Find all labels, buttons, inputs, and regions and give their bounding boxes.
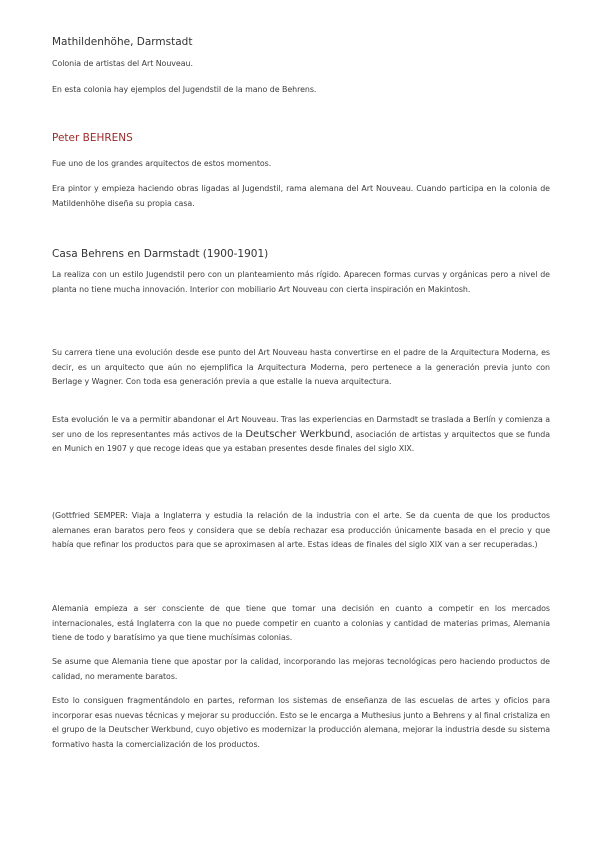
werkbund-highlight: Deutscher Werkbund: [245, 428, 351, 440]
paragraph-grandes-arquitectos: Fue uno de los grandes arquitectos de estos momentos.: [52, 159, 272, 168]
paragraph-deutscher-werkbund: [52, 413, 550, 457]
heading-casa-behrens: Casa Behrens en Darmstadt (1900-1901): [52, 248, 269, 260]
paragraph-estilo-jugendstil: La realiza con un estilo Jugendstil pero con un planteamiento más rígido. Aparecen formas curvas y orgánicas pero a nivel de planta no tiene mucha innovación. Interior con mobiliario Art Nouveau con cierta inspiración en Makintosh.: [52, 270, 550, 294]
paragraph-pintor: Era pintor y empieza haciendo obras ligadas al Jugendstil, rama alemana del Art Nouveau. Cuando participa en la colonia de Matildenhöhe diseña su propia casa.: [52, 184, 550, 208]
heading-peter-behrens: Peter BEHRENS: [52, 132, 133, 144]
paragraph-alemania-mercados: Alemania empieza a ser consciente de que tiene que tomar una decisión en cuanto a competir en los mercados internacionales, está Inglaterra con la que no puede competir en cuanto a colonias y cantidad de materias primas, Alemania tiene de todo y baratísimo ya que tiene muchísimas colonias.: [52, 604, 550, 643]
paragraph-ejemplos-jugendstil: En esta colonia hay ejemplos del Jugendstil de la mano de Behrens.: [52, 85, 317, 94]
werkbund-text-after: , asociación de artistas y arquitectos que se funda en Munich en 1907 y que recoge ideas que ya estaban presentes desde finales del siglo XIX.: [52, 429, 550, 454]
paragraph-gottfried-semper: (Gottfried SEMPER: Viaja a Inglaterra y estudia la relación de la industria con el arte. Se da cuenta de que los productos alemanes eran baratos pero feos y considera que se debía rechazar esa producción únicamente basada en el precio y que había que refinar los productos para que se aproximasen al arte. Estas ideas de finales del siglo XIX van a ser recuperadas.): [52, 511, 550, 550]
paragraph-colonia: Colonia de artistas del Art Nouveau.: [52, 59, 193, 68]
paragraph-calidad: Se asume que Alemania tiene que apostar por la calidad, incorporando las mejoras tecnológicas pero haciendo productos de calidad, no meramente baratos.: [52, 657, 550, 681]
heading-mathildenhohe: Mathildenhöhe, Darmstadt: [52, 36, 193, 48]
paragraph-fragmentandolo: Esto lo consiguen fragmentándolo en partes, reforman los sistemas de enseñanza de las escuelas de artes y oficios para incorporar esas nuevas técnicas y mejorar su producción. Esto se le encarga a Muthesius junto a Behrens y al final cristaliza en el grupo de la Deutscher Werkbund, cuyo objetivo es modernizar la producción alemana, mejorar la industria desde su sistema formativo hasta la comercialización de los productos.: [52, 696, 550, 749]
paragraph-evolucion-carrera: Su carrera tiene una evolución desde ese punto del Art Nouveau hasta convertirse en el padre de la Arquitectura Moderna, es decir, es un arquitecto que aún no ejemplifica la Arquitectura Moderna, pero pertenece a la generación previa junto con Berlage y Wagner. Con toda esa generación previa a que estalle la nueva arquitectura.: [52, 348, 550, 387]
werkbund-text-before: Esta evolución le va a permitir abandonar el Art Nouveau. Tras las experiencias en Darmstadt se traslada a Berlín y comienza a ser uno de los representantes más activos de la: [52, 415, 550, 439]
